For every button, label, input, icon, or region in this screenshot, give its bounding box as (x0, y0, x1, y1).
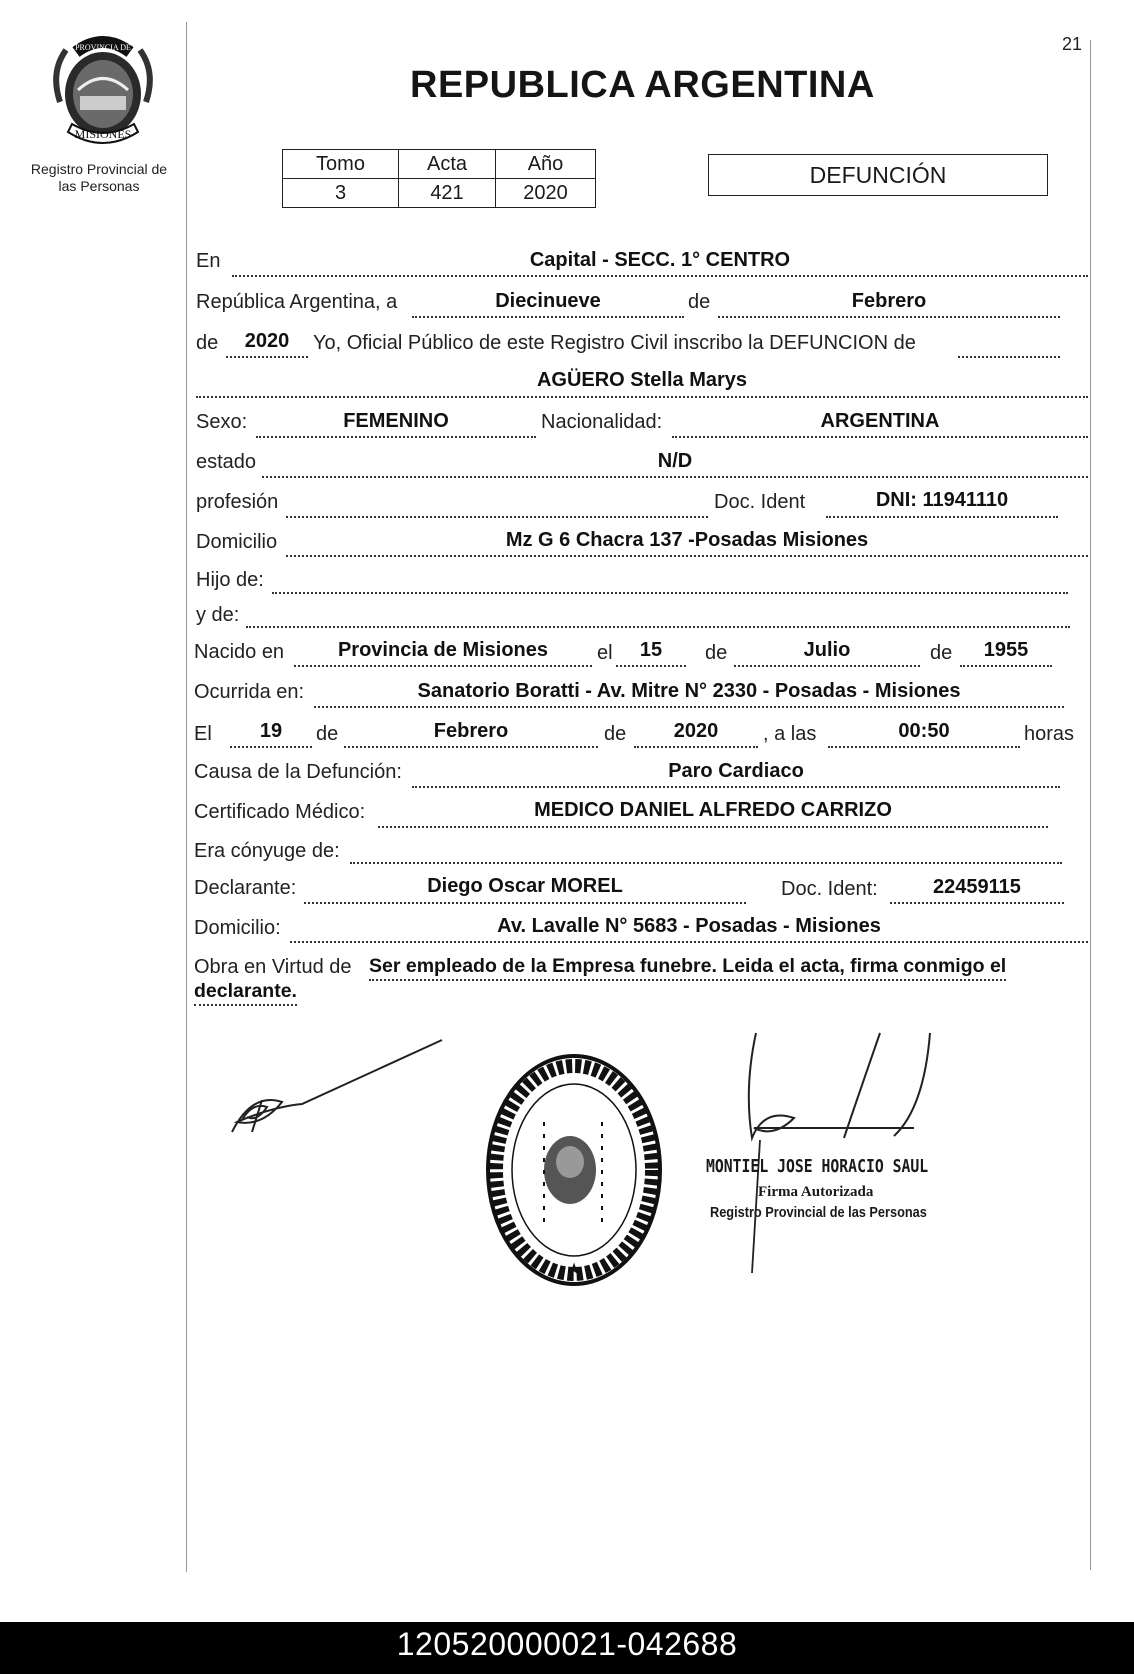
decl-domicilio-value: Av. Lavalle N° 5683 - Posadas - Misiones (497, 915, 881, 937)
sexo-value: FEMENINO (343, 410, 449, 432)
birth-day: 15 (639, 639, 663, 661)
certificado-label: Certificado Médico: (194, 801, 366, 823)
en-label: En (196, 250, 221, 272)
official-role: Firma Autorizada (758, 1184, 874, 1200)
domicilio-line (286, 555, 1088, 557)
ano-header: Año (496, 150, 596, 179)
sexo-line (256, 436, 536, 438)
decl-doc-line (890, 902, 1064, 904)
official-signature (694, 1028, 954, 1278)
doc-value: DNI: 11941110 (875, 489, 1009, 511)
en-value: Capital - SECC. 1° CENTRO (529, 249, 791, 271)
death-month-line (344, 746, 598, 748)
hijo-label: Hijo de: (196, 569, 264, 591)
death-time-line (828, 746, 1020, 748)
declarante-label: Declarante: (194, 877, 297, 899)
sexo-label: Sexo: (196, 411, 248, 433)
estado-line (262, 476, 1088, 478)
birth-month: Julio (803, 639, 851, 661)
de-label-1: de (688, 291, 711, 313)
nacido-line (294, 665, 592, 667)
death-month: Febrero (433, 720, 509, 742)
record-table (282, 149, 596, 208)
ocurrida-line (314, 706, 1064, 708)
decl-domicilio-label: Domicilio: (194, 917, 281, 939)
nacido-label: Nacido en (194, 641, 285, 663)
ano-value: 2020 (496, 179, 596, 208)
acta-value: 421 (399, 179, 496, 208)
nacionalidad-line (672, 436, 1088, 438)
ocurrida-value: Sanatorio Boratti - Av. Mitre N° 2330 - Posadas - Misiones (417, 680, 961, 702)
causa-line (412, 786, 1060, 788)
acta-header: Acta (399, 150, 496, 179)
day-text: Diecinueve (495, 290, 601, 312)
death-de-1: de (316, 723, 339, 745)
profesion-label: profesión (196, 491, 279, 513)
birth-month-line (734, 665, 920, 667)
name-line (196, 396, 1088, 398)
birth-year-line (960, 665, 1052, 667)
profesion-line (286, 516, 708, 518)
domicilio-value: Mz G 6 Chacra 137 -Posadas Misiones (505, 529, 869, 551)
causa-value: Paro Cardiaco (668, 760, 804, 782)
horas-label: horas (1024, 723, 1075, 745)
birth-de-1: de (705, 642, 728, 664)
birth-year: 1955 (983, 639, 1029, 661)
right-margin-rule (1090, 40, 1091, 1570)
day-line (412, 316, 684, 318)
alas-label: , a las (763, 723, 817, 745)
month-line (718, 316, 1060, 318)
year-line (226, 356, 308, 358)
republica-label: República Argentina, a (196, 291, 398, 313)
death-el-label: El (194, 723, 212, 745)
doc-line (826, 516, 1058, 518)
left-margin-rule (186, 22, 187, 1572)
page-title: REPUBLICA ARGENTINA (410, 64, 875, 106)
birth-el-label: el (597, 642, 613, 664)
estado-label: estado (196, 451, 257, 473)
svg-text:PROVINCIA DE: PROVINCIA DE (75, 43, 131, 52)
official-institution: Registro Provincial de las Personas (710, 1204, 927, 1221)
doc-label: Doc. Ident (714, 491, 806, 513)
barcode-number: 120520000021-042688 (396, 1626, 738, 1662)
conyuge-line (350, 862, 1062, 864)
certificado-line (378, 826, 1048, 828)
birth-de-2: de (930, 642, 953, 664)
tomo-value: 3 (283, 179, 399, 208)
year-value: 2020 (244, 330, 290, 352)
death-year-line (634, 746, 758, 748)
hijo-line (272, 592, 1068, 594)
obra-value-line2: declarante. (194, 980, 297, 1006)
death-day-line (230, 746, 312, 748)
yde-line (246, 626, 1070, 628)
death-year: 2020 (673, 720, 719, 742)
official-tail-line (958, 356, 1060, 358)
official-text: Yo, Oficial Público de este Registro Civil inscribo la DEFUNCION de (313, 332, 916, 354)
conyuge-label: Era cónyuge de: (194, 840, 340, 862)
svg-text:★: ★ (566, 1261, 582, 1278)
page-number: 21 (1062, 34, 1083, 54)
decl-doc-value: 22459115 (933, 876, 1021, 898)
svg-text:MISIONES: MISIONES (74, 127, 132, 141)
official-name: MONTIEL JOSE HORACIO SAUL (706, 1156, 929, 1177)
month-text: Febrero (851, 290, 927, 312)
declarant-signature (222, 1032, 452, 1142)
obra-label: Obra en Virtud de (194, 956, 352, 978)
decl-domicilio-line (290, 941, 1088, 943)
declarante-line (304, 902, 746, 904)
year-prefix: de (196, 332, 219, 354)
domicilio-label: Domicilio (196, 531, 278, 553)
death-day: 19 (259, 720, 283, 742)
obra-value-line1: Ser empleado de la Empresa funebre. Leida el acta, firma conmigo el (369, 955, 1006, 981)
record-type-box: DEFUNCIÓN (708, 154, 1048, 196)
en-line (232, 275, 1088, 277)
death-de-2: de (604, 723, 627, 745)
nacionalidad-value: ARGENTINA (820, 410, 940, 432)
registry-name: Registro Provincial de las Personas (30, 161, 168, 194)
ocurrida-label: Ocurrida en: (194, 681, 305, 703)
causa-label: Causa de la Defunción: (194, 761, 402, 783)
yde-label: y de: (196, 604, 240, 626)
decl-doc-label: Doc. Ident: (781, 878, 878, 900)
deceased-name: AGÜERO Stella Marys (536, 369, 748, 391)
declarante-value: Diego Oscar MOREL (427, 875, 623, 897)
certificado-value: MEDICO DANIEL ALFREDO CARRIZO (534, 799, 892, 821)
tomo-header: Tomo (283, 150, 399, 179)
official-seal (484, 1052, 664, 1288)
death-time: 00:50 (898, 720, 950, 742)
birth-day-line (616, 665, 686, 667)
nacionalidad-label: Nacionalidad: (541, 411, 663, 433)
province-emblem (48, 32, 158, 148)
nacido-value: Provincia de Misiones (337, 639, 549, 661)
estado-value: N/D (657, 450, 693, 472)
